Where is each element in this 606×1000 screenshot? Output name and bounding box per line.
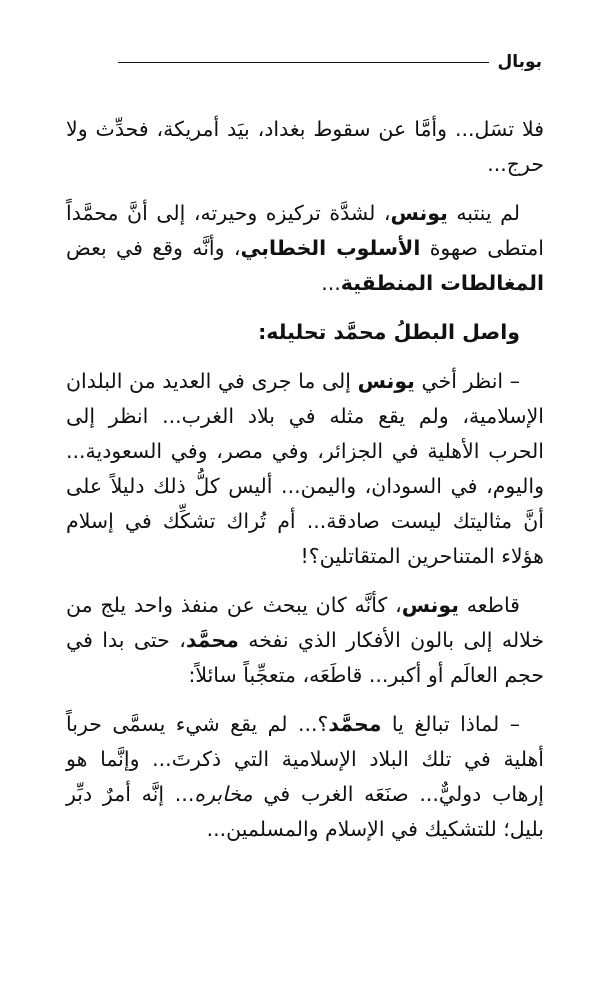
paragraph-6-text-d: ... إنَّه أمرٌ دبِّر بليل؛ للتشكيك في الإسلام والمسلمين... xyxy=(66,782,544,841)
paragraph-2-text-e: ... xyxy=(321,271,341,295)
name-muhammad: محمَّد xyxy=(185,628,239,652)
paragraph-4-text-a: – انظر أخي xyxy=(414,369,520,393)
paragraph-4-text-c: إلى ما جرى في العديد من البلدان الإسلامية، ولم يقع مثله في بلاد الغرب... انظر إلى الحرب الأهلية في الجزائر، وفي مصر، وفي السعودية... واليوم، في السودان، واليمن... أليس كلُّ ذلك دليلاً على أنَّ مثاليتك ليست صادقة... أم تُراك تشكِّك في إسلام هؤلاء المتناحرين المتقاتلين؟! xyxy=(66,369,544,568)
paragraph-2-text-d: ، وأنَّه وقع في بعض xyxy=(66,236,241,260)
paragraph-2-text-a: لم ينتبه xyxy=(447,201,520,225)
paragraph-5 xyxy=(66,588,544,693)
name-yunus: يونس xyxy=(357,369,415,393)
bold-rhetorical-style: الأسلوب الخطابي xyxy=(240,236,421,260)
paragraph-2-text-c: ، لشدَّة تركيزه وحيرته، إلى أنَّ محمَّداً امتطى صهوة xyxy=(66,201,544,260)
name-yunus: يونس xyxy=(401,593,459,617)
name-yunus: يونس xyxy=(390,201,448,225)
paragraph-4 xyxy=(66,364,544,574)
paragraph-3-text: واصل البطلُ محمَّد تحليله: xyxy=(258,320,520,344)
paragraph-1 xyxy=(66,112,544,182)
paragraph-6 xyxy=(66,707,544,847)
italic-labs: مخابره xyxy=(194,782,253,806)
body-text xyxy=(66,112,544,861)
paragraph-5-text-d: ، حتى بدا في حجم العالَم أو أكبر... قاطَعَه، متعجِّباً سائلاً: xyxy=(66,628,544,687)
paragraph-6-text-a: – لماذا تبالغ يا xyxy=(381,712,520,736)
running-title: بوبال xyxy=(497,52,542,72)
paragraph-3 xyxy=(66,315,544,350)
header-rule xyxy=(118,62,489,63)
paragraph-1-text: فلا تسَل... وأمَّا عن سقوط بغداد، بيَد أمريكة، فحدِّث ولا حرج... xyxy=(66,117,544,176)
paragraph-5-text-c: ، كأنَّه كان يبحث عن منفذ واحد يلج من خلاله إلى بالون الأفكار الذي نفخه xyxy=(66,593,544,652)
paragraph-5-text-a: قاطعه xyxy=(458,593,520,617)
paragraph-6-text-c: ؟... لم يقع شيء يسمَّى حرباً أهلية في تلك البلاد الإسلامية التي ذكرتَ... وإنَّما هو إرهاب دوليٌّ... صنَعَه الغرب في xyxy=(66,712,544,806)
name-muhammad: محمَّد xyxy=(328,712,382,736)
paragraph-2 xyxy=(66,196,544,301)
running-header xyxy=(118,50,542,74)
bold-logical-fallacies: المغالطات المنطقية xyxy=(340,271,544,295)
